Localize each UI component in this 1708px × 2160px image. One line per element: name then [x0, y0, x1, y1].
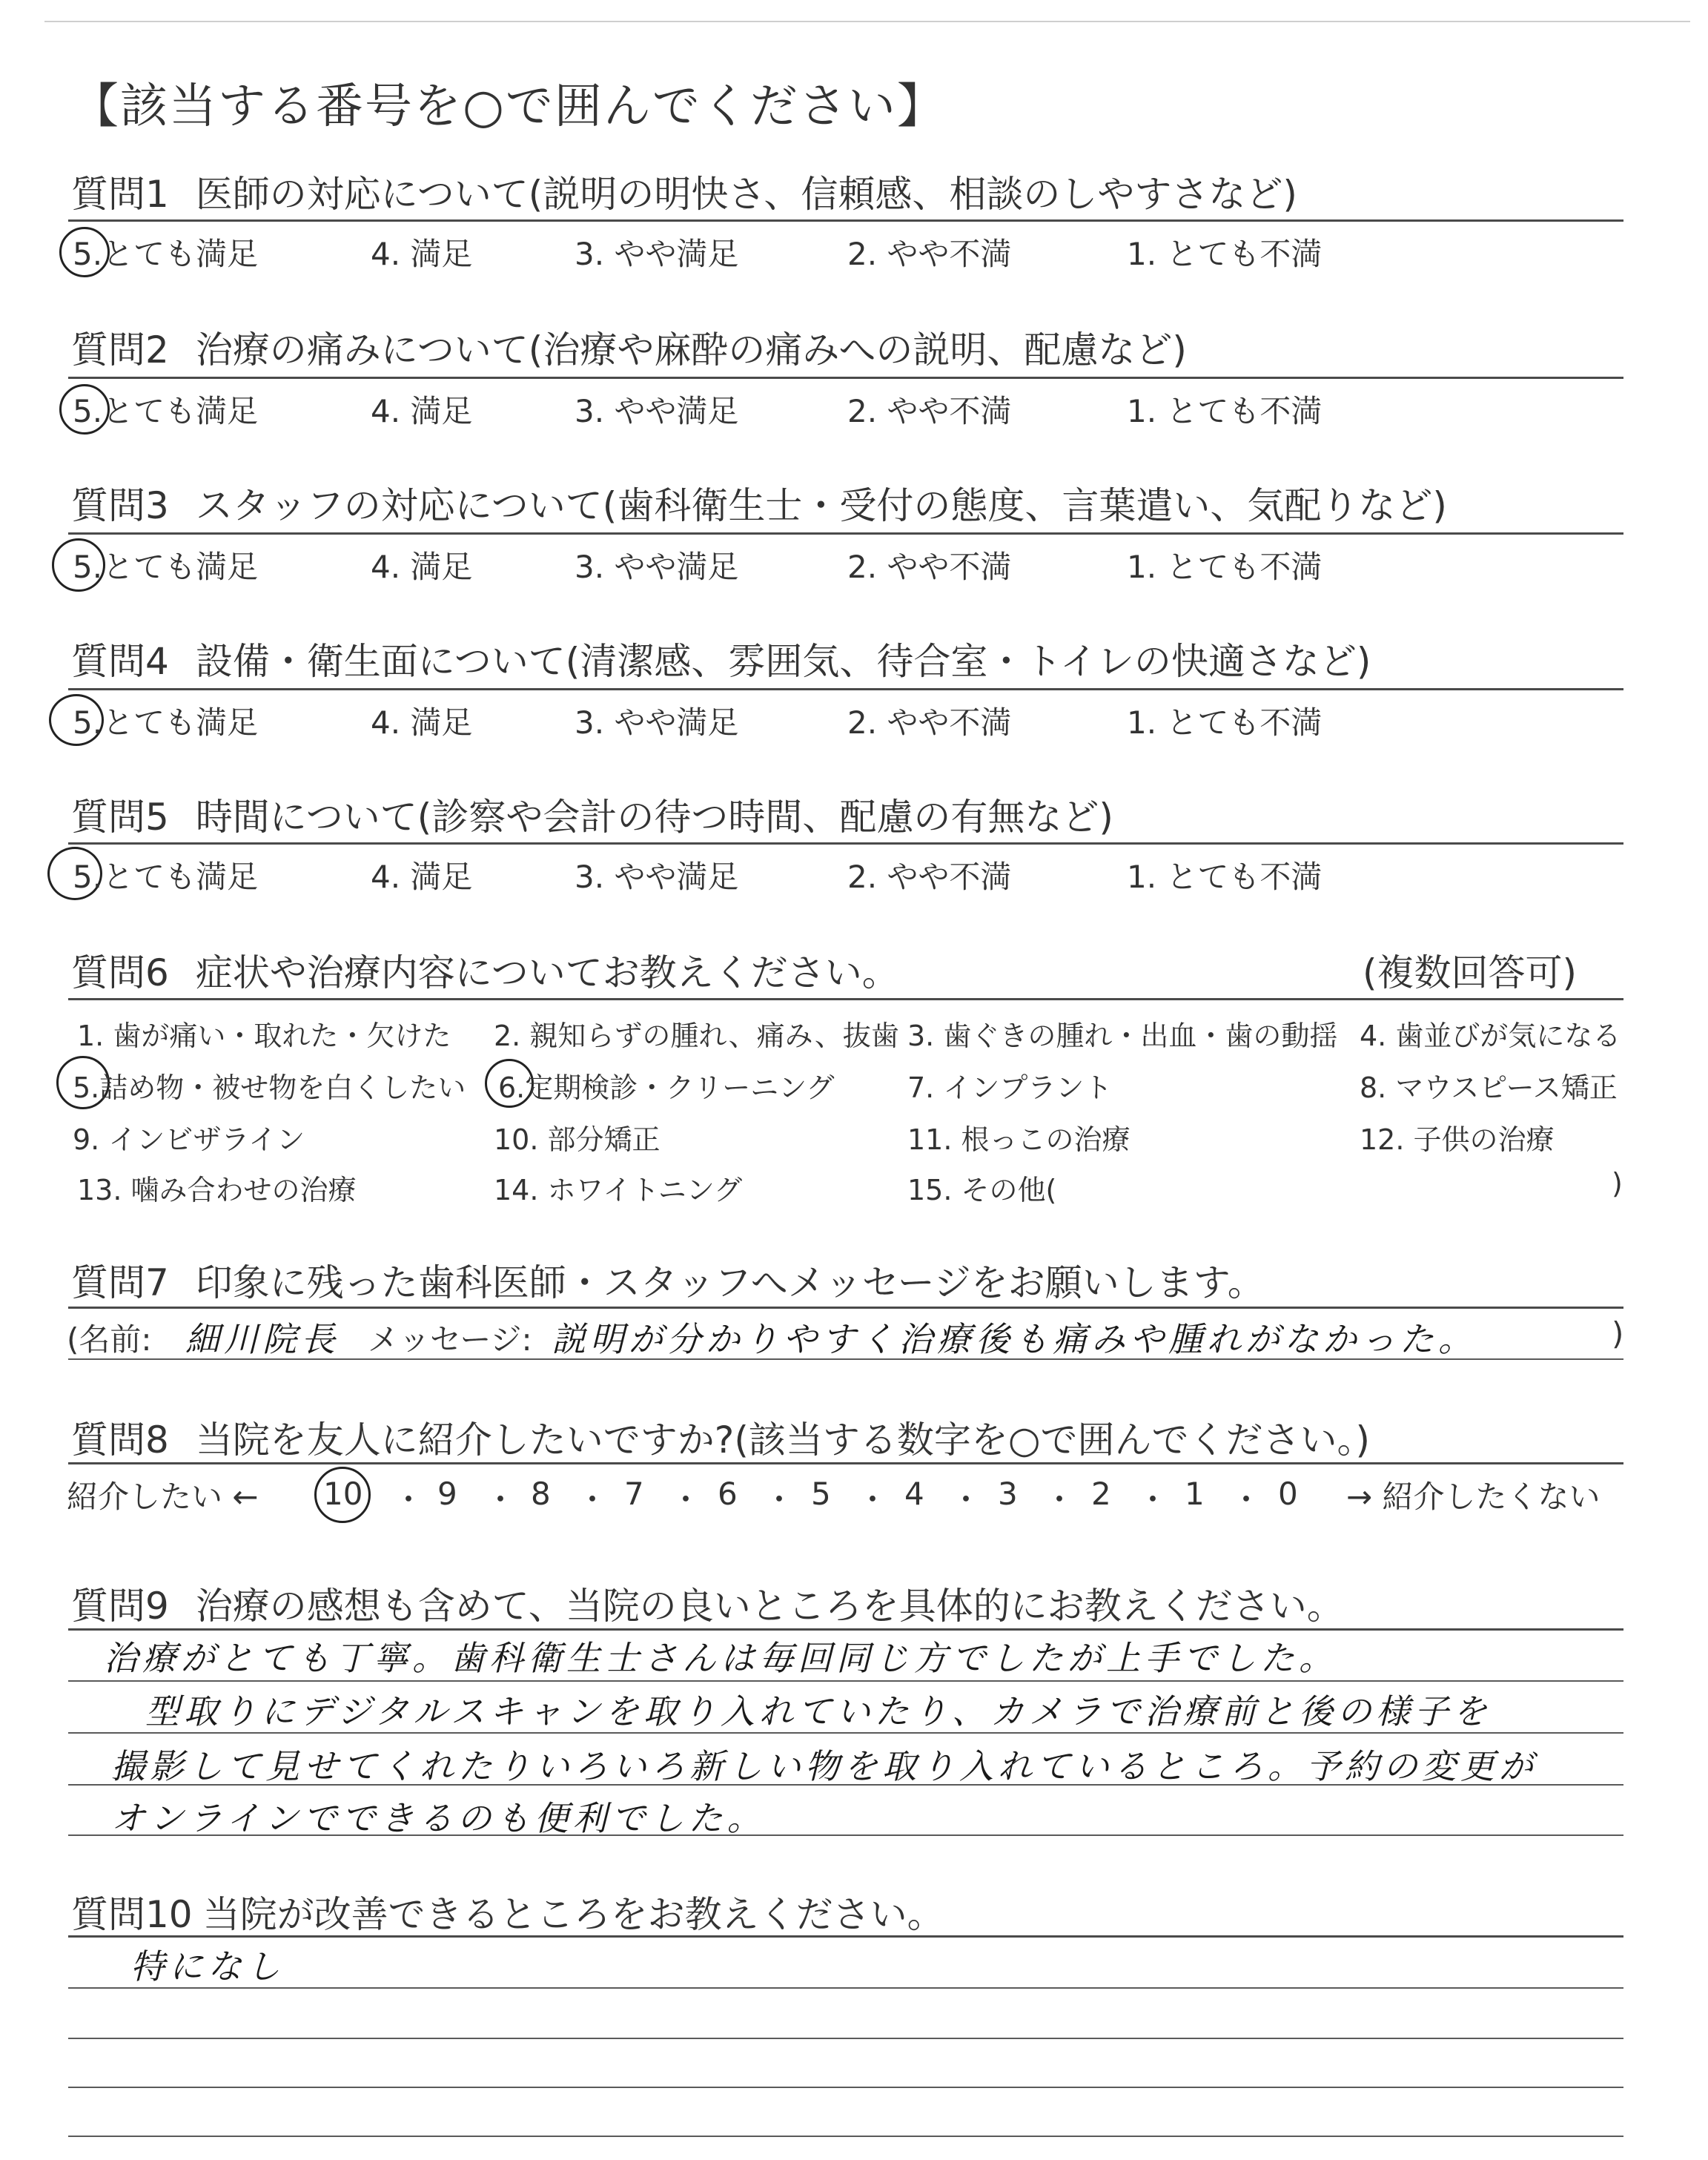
rule: [68, 2087, 1623, 2088]
scale-separator: ・: [764, 1482, 795, 1518]
rule: [68, 1987, 1623, 1989]
treatment-option[interactable]: 7. インプラント: [907, 1071, 1113, 1104]
option-3[interactable]: 3. やや満足: [575, 704, 739, 741]
scale-separator: ・: [670, 1482, 702, 1518]
question-8-number: 質問8: [71, 1418, 169, 1462]
option-3[interactable]: 3. やや満足: [575, 859, 739, 895]
question-8-text: 当院を友人に紹介したいですか?(該当する数字を○で囲んでください。): [195, 1418, 1370, 1462]
scale-4[interactable]: 4: [904, 1476, 924, 1512]
multiple-answers-note: (複数回答可): [1363, 951, 1578, 994]
option-4[interactable]: 4. 満足: [371, 236, 473, 272]
scale-separator: ・: [485, 1482, 517, 1518]
treatment-option[interactable]: 12. 子供の治療: [1360, 1123, 1555, 1156]
question-5-text: 時間について(診察や会計の待つ時間、配慮の有無など): [195, 796, 1113, 839]
question-6-text: 症状や治療内容についてお教えください。: [195, 951, 899, 994]
rule: [68, 1462, 1623, 1464]
question-10-number: 質問10: [71, 1893, 193, 1936]
scale-2[interactable]: 2: [1091, 1476, 1111, 1512]
option-3[interactable]: 3. やや満足: [575, 549, 739, 585]
treatment-option[interactable]: 3. 歯ぐきの腫れ・出血・歯の動揺: [907, 1020, 1338, 1052]
rule: [68, 842, 1623, 845]
name-handwritten: 細川院長: [185, 1319, 340, 1359]
rule: [68, 219, 1623, 222]
scale-3[interactable]: 3: [998, 1476, 1018, 1512]
scale-separator: ・: [1137, 1482, 1169, 1518]
treatment-option[interactable]: 6.定期検診・クリーニング: [498, 1071, 835, 1104]
rule: [68, 998, 1623, 1000]
question-3-text: スタッフの対応について(歯科衛生士・受付の態度、言葉遣い、気配りなど): [195, 484, 1447, 527]
treatment-option[interactable]: 13. 噛み合わせの治療: [77, 1174, 357, 1206]
answer-line: 特になし: [130, 1946, 285, 1986]
treatment-option[interactable]: 8. マウスピース矯正: [1360, 1071, 1618, 1104]
rule: [68, 1784, 1623, 1786]
rule: [68, 1732, 1623, 1734]
question-9: [71, 1576, 1344, 1630]
question-9-text: 治療の感想も含めて、当院の良いところを具体的にお教えください。: [195, 1585, 1344, 1628]
rule: [68, 1935, 1623, 1938]
rule: [68, 377, 1623, 379]
option-5[interactable]: 5.とても満足: [73, 393, 259, 429]
option-5[interactable]: 5.とても満足: [73, 859, 259, 895]
scale-left-label: 紹介したい ←: [67, 1479, 259, 1515]
rule: [68, 2038, 1623, 2039]
treatment-option[interactable]: 4. 歯並びが気になる: [1360, 1020, 1621, 1052]
option-1[interactable]: 1. とても不満: [1127, 393, 1323, 429]
question-7: [71, 1253, 1265, 1307]
option-2[interactable]: 2. やや不満: [847, 393, 1012, 429]
treatment-option[interactable]: 1. 歯が痛い・取れた・欠けた: [77, 1020, 451, 1052]
rule: [68, 1628, 1623, 1631]
question-4-number: 質問4: [71, 640, 169, 683]
rule: [68, 2136, 1623, 2137]
other-close-paren: ): [1612, 1167, 1623, 1200]
message-handwritten: 説明が分かりやすく治療後も痛みや腫れがなかった。: [552, 1319, 1477, 1359]
option-2[interactable]: 2. やや不満: [847, 859, 1012, 895]
question-1-number: 質問1: [71, 173, 169, 216]
message-label: メッセージ:: [368, 1321, 532, 1358]
question-1: [71, 165, 1297, 218]
rule: [68, 688, 1623, 690]
question-4-text: 設備・衛生面について(清潔感、雰囲気、待合室・トイレの快適さなど): [195, 640, 1371, 683]
scale-9[interactable]: 9: [437, 1476, 457, 1512]
rule: [68, 1358, 1623, 1360]
question-1-text: 医師の対応について(説明の明快さ、信頼感、相談のしやすさなど): [195, 173, 1297, 216]
scale-separator: ・: [950, 1482, 982, 1518]
question-2-text: 治療の痛みについて(治療や麻酔の痛みへの説明、配慮など): [195, 328, 1187, 371]
option-5[interactable]: 5.とても満足: [73, 236, 259, 272]
option-4[interactable]: 4. 満足: [371, 549, 473, 585]
answer-line: 型取りにデジタルスキャンを取り入れていたり、カメラで治療前と後の様子を: [145, 1691, 1492, 1731]
question-10-text: 当院が改善できるところをお教えください。: [202, 1893, 944, 1936]
question-9-number: 質問9: [71, 1585, 169, 1628]
option-4[interactable]: 4. 満足: [371, 704, 473, 741]
treatment-option[interactable]: 5.詰め物・被せ物を白くしたい: [73, 1071, 466, 1104]
option-3[interactable]: 3. やや満足: [575, 236, 739, 272]
message-close-paren: ): [1612, 1315, 1624, 1352]
scale-0[interactable]: 0: [1278, 1476, 1298, 1512]
scale-separator: ・: [1044, 1482, 1076, 1518]
option-1[interactable]: 1. とても不満: [1127, 704, 1323, 741]
question-10: [71, 1885, 944, 1938]
scale-right-label: → 紹介したくない: [1346, 1479, 1601, 1515]
question-3: [71, 476, 1447, 529]
page-heading: 【該当する番号を○で囲んでください】: [71, 79, 946, 134]
option-3[interactable]: 3. やや満足: [575, 393, 739, 429]
question-6-number: 質問6: [71, 951, 169, 994]
rule: [68, 1680, 1623, 1682]
answer-line: 撮影して見せてくれたりいろいろ新しい物を取り入れているところ。予約の変更が: [111, 1746, 1537, 1786]
question-5: [71, 787, 1113, 841]
scale-6[interactable]: 6: [718, 1476, 738, 1512]
option-2[interactable]: 2. やや不満: [847, 704, 1012, 741]
option-2[interactable]: 2. やや不満: [847, 549, 1012, 585]
scale-5[interactable]: 5: [811, 1476, 831, 1512]
scale-separator: ・: [393, 1482, 425, 1518]
treatment-option[interactable]: 11. 根っこの治療: [907, 1123, 1131, 1156]
scale-separator: ・: [577, 1482, 609, 1518]
treatment-option[interactable]: 9. インビザライン: [73, 1123, 305, 1156]
scale-8[interactable]: 8: [531, 1476, 551, 1512]
question-7-number: 質問7: [71, 1261, 169, 1304]
name-label: (名前:: [67, 1321, 152, 1358]
option-2[interactable]: 2. やや不満: [847, 236, 1012, 272]
option-1[interactable]: 1. とても不満: [1127, 236, 1323, 272]
option-5[interactable]: 5.とても満足: [73, 704, 259, 741]
option-4[interactable]: 4. 満足: [371, 859, 473, 895]
rule: [68, 1834, 1623, 1836]
scale-10[interactable]: 10: [323, 1476, 363, 1512]
question-2: [71, 320, 1187, 374]
question-4: [71, 632, 1371, 685]
rule: [68, 532, 1623, 535]
question-5-number: 質問5: [71, 796, 169, 839]
answer-line: 治療がとても丁寧。歯科衛生士さんは毎回同じ方でしたが上手でした。: [104, 1638, 1337, 1678]
option-5[interactable]: 5.とても満足: [73, 549, 259, 585]
option-1[interactable]: 1. とても不満: [1127, 549, 1323, 585]
option-4[interactable]: 4. 満足: [371, 393, 473, 429]
treatment-option[interactable]: 15. その他(: [907, 1174, 1057, 1206]
treatment-option[interactable]: 10. 部分矯正: [494, 1123, 661, 1156]
scale-1[interactable]: 1: [1185, 1476, 1205, 1512]
question-2-number: 質問2: [71, 328, 169, 371]
rule: [68, 1307, 1623, 1309]
option-1[interactable]: 1. とても不満: [1127, 859, 1323, 895]
question-3-number: 質問3: [71, 484, 169, 527]
treatment-option[interactable]: 2. 親知らずの腫れ、痛み、抜歯: [494, 1020, 899, 1052]
question-7-text: 印象に残った歯科医師・スタッフへメッセージをお願いします。: [195, 1261, 1265, 1304]
top-border: [44, 21, 1690, 22]
answer-line: オンラインでできるのも便利でした。: [111, 1798, 766, 1838]
treatment-option[interactable]: 14. ホワイトニング: [494, 1174, 743, 1206]
scale-separator: ・: [857, 1482, 889, 1518]
scale-separator: ・: [1231, 1482, 1262, 1518]
question-8: [71, 1410, 1370, 1464]
scale-7[interactable]: 7: [624, 1476, 644, 1512]
question-6: [71, 943, 899, 997]
